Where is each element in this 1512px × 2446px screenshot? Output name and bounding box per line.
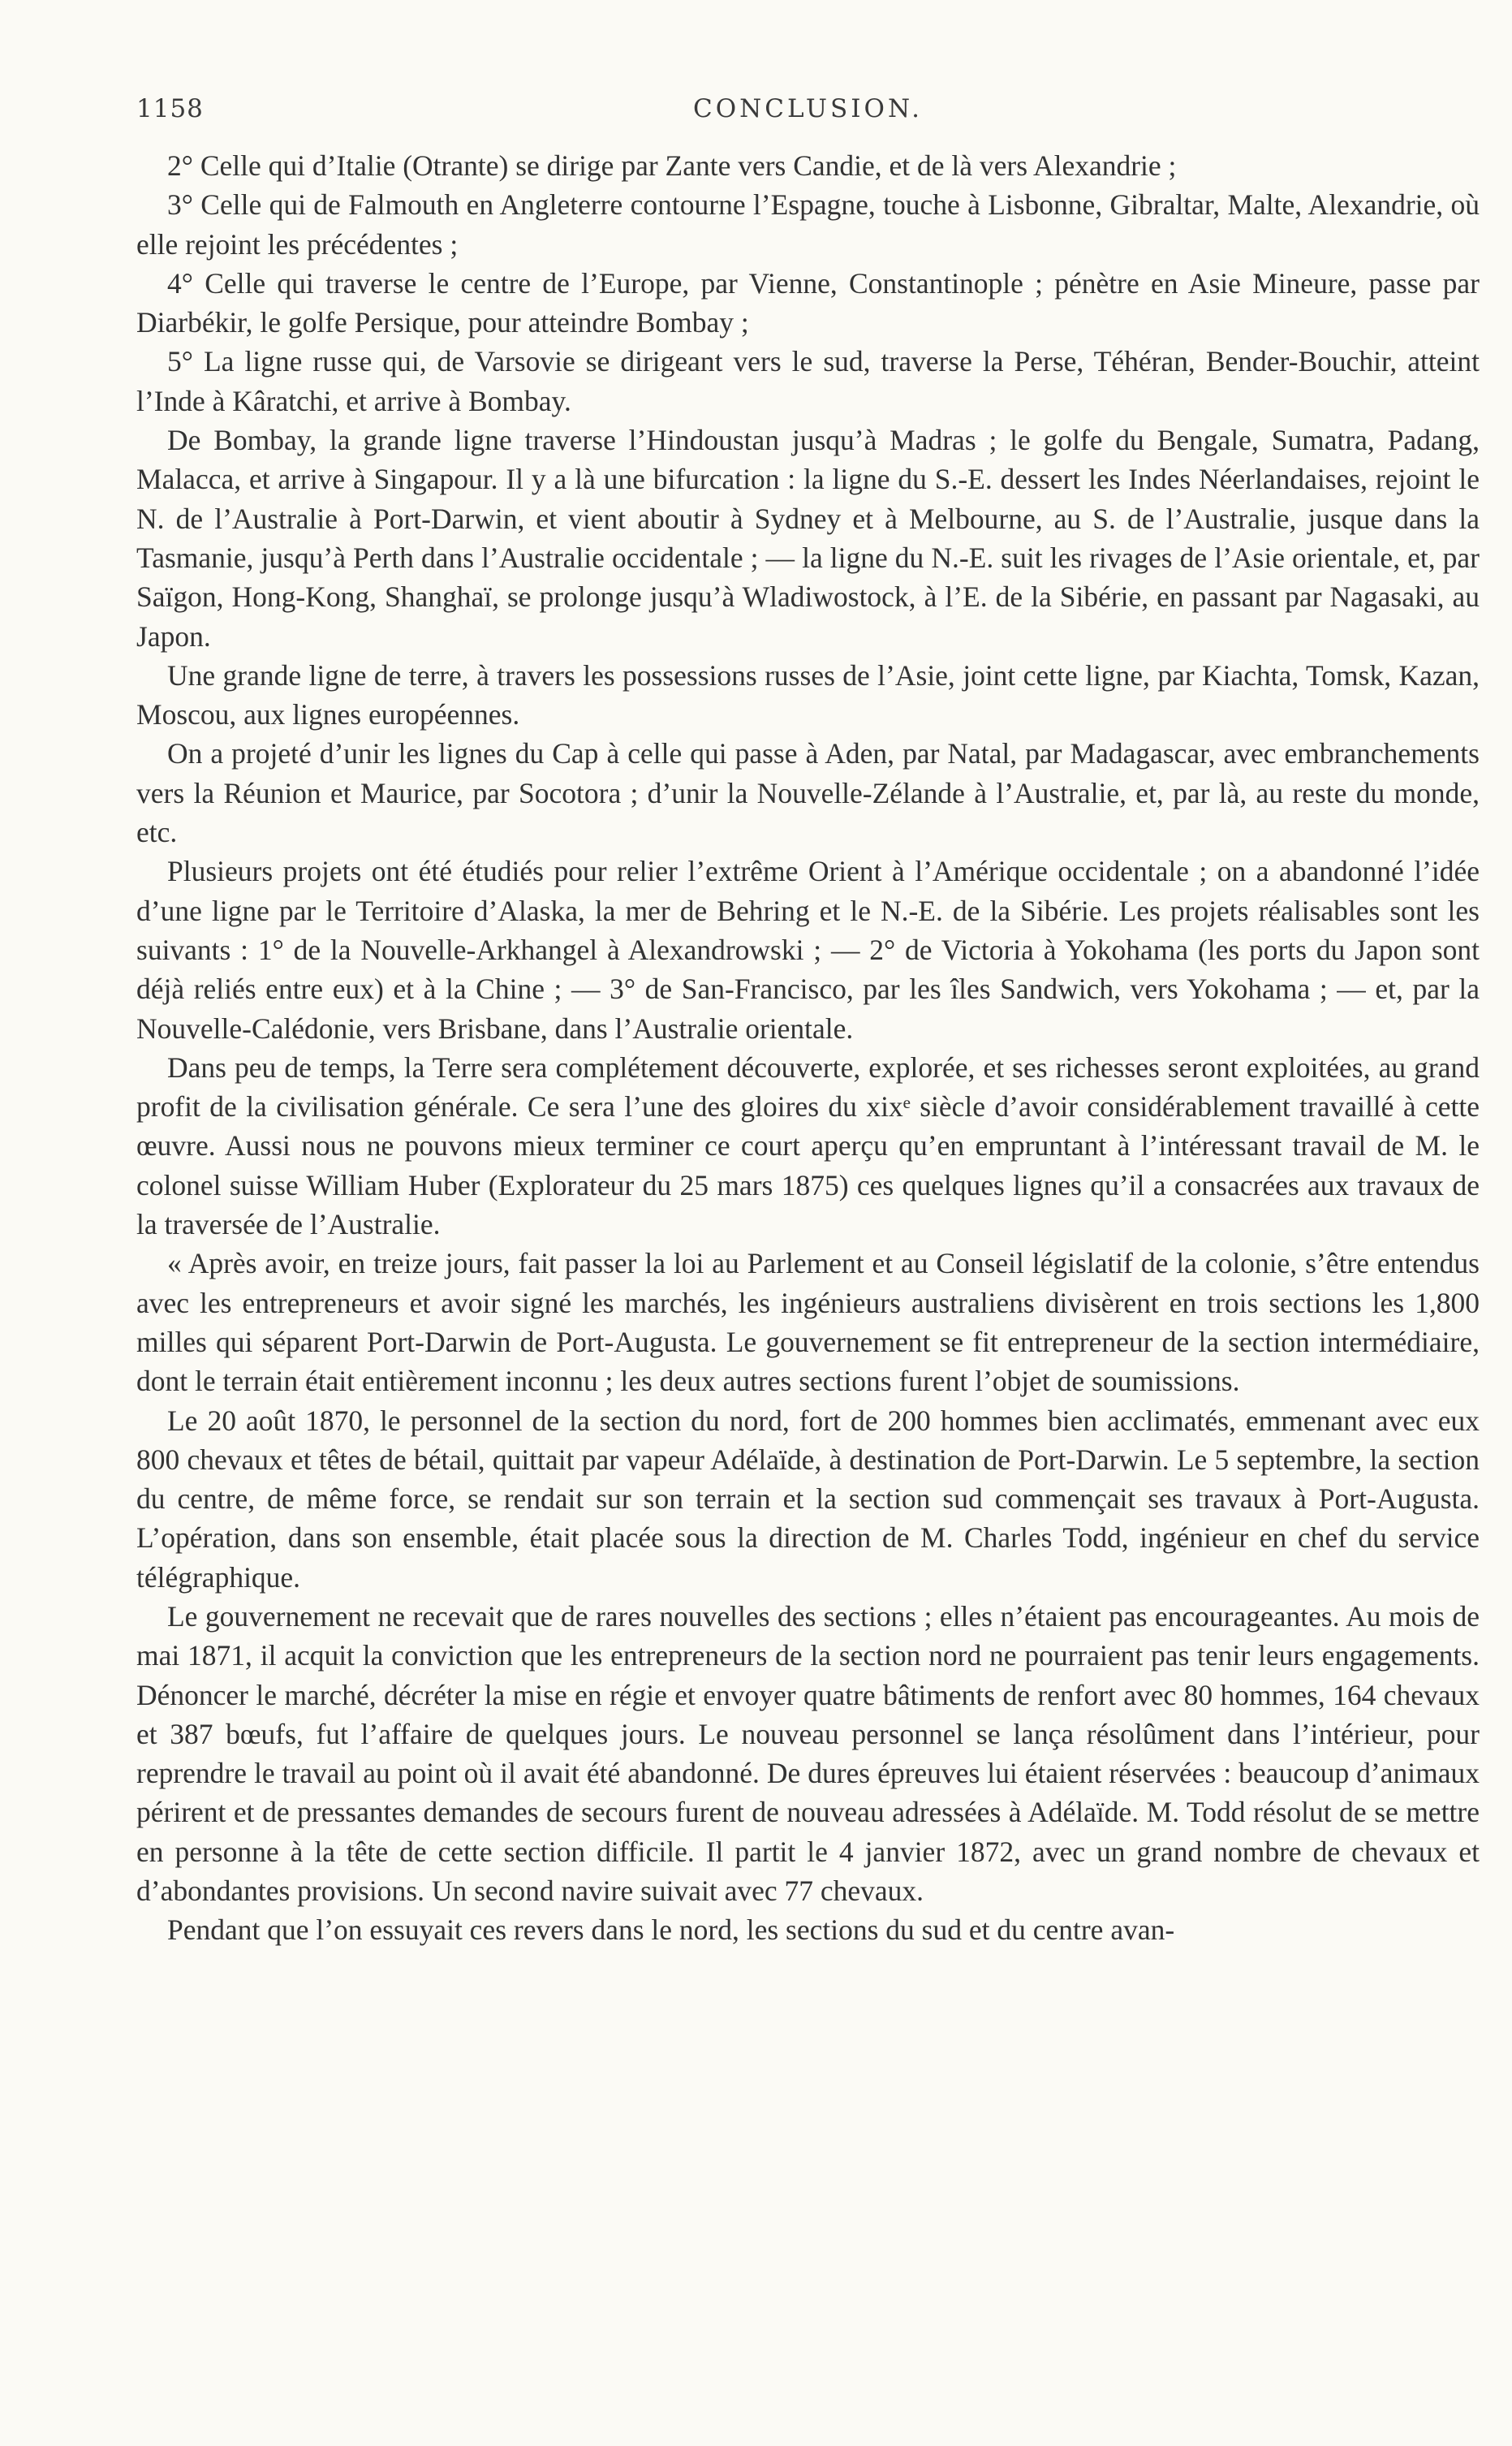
paragraph-quote-sections: « Après avoir, en treize jours, fait passer la loi au Parlement et au Conseil législatif de la colonie, s’être entendus avec les entrepreneurs et avoir signé les marchés, les ingénieurs australiens divisèrent en trois sections les 1,800 milles qui séparent Port-Darwin de Port-Augusta. Le gouvernement se fit entrepreneur de la section intermédiaire, dont le terrain était entièrement inconnu ; les deux autres sections furent l’objet de soumissions. (136, 1247, 1480, 1398)
paragraph-continuation: Pendant que l’on essuyait ces revers dans le nord, les sections du sud et du centre avan- (167, 1913, 1175, 1947)
paragraph-bombay-routes: De Bombay, la grande ligne traverse l’Hindoustan jusqu’à Madras ; le golfe du Bengale, Sumatra, Padang, Malacca, et arrive à Singapour. Il y a là une bifurcation : la ligne du S.-E. dessert les Indes Néerlandaises, rejoint le N. de l’Australie à Port-Darwin, et vient aboutir à Sydney et à Melbourne, au S. de l’Australie, jusque dans la Tasmanie, jusqu’à Perth dans l’Australie occidentale ; — la ligne du N.-E. suit les rivages de l’Asie orientale, et, par Saïgon, Hong-Kong, Shanghaï, se prolonge jusqu’à Wladiwostock, à l’E. de la Sibérie, en passant par Nagasaki, au Japon. (136, 424, 1480, 653)
paragraph-pacific-projects: Plusieurs projets ont été étudiés pour relier l’extrême Orient à l’Amérique occidentale ; on a abandonné l’idée d’une ligne par le Territoire d’Alaska, la mer de Behring et le N.-E. de la Sibérie. Les projets réalisables sont les suivants : 1° de la Nouvelle-Arkhangel à Alexandrowski ; — 2° de Victoria à Yokohama (les ports du Japon sont déjà reliés entre eux) et à la Chine ; — 3° de San-Francisco, par les îles Sandwich, vers Yokohama ; — et, par la Nouvelle-Calédonie, vers Brisbane, dans l’Australie orientale. (136, 855, 1480, 1045)
running-title: CONCLUSION. (693, 94, 923, 123)
paragraph-russian-line: 5° La ligne russe qui, de Varsovie se dirigeant vers le sud, traverse la Perse, Téhéran, Bender-Bouchir, atteint l’Inde à Kâratchi, et arrive à Bombay. (136, 345, 1480, 417)
paragraph-europe-line: 4° Celle qui traverse le centre de l’Europe, par Vienne, Constantinople ; pénètre en Asie Mineure, passe par Diarbékir, le golfe Persique, pour atteindre Bombay ; (136, 266, 1480, 339)
paragraph-falmouth-line: 3° Celle qui de Falmouth en Angleterre contourne l’Espagne, touche à Lisbonne, Gibraltar, Malte, Alexandrie, où elle rejoint les précédentes ; (136, 188, 1480, 261)
page-header (136, 94, 1480, 135)
paragraph-cape-projects: On a projeté d’unir les lignes du Cap à celle qui passe à Aden, par Natal, par Madagascar, avec embranchements vers la Réunion et Maurice, par Socotora ; d’unir la Nouvelle-Zélande à l’Australie, et, par là, au reste du monde, etc. (136, 737, 1480, 849)
body-text (136, 146, 1480, 1950)
paragraph-government-news: Le gouvernement ne recevait que de rares nouvelles des sections ; elles n’étaient pas encourageantes. Au mois de mai 1871, il acquit la conviction que les entrepreneurs de la section nord ne pourraient pas tenir leurs engagements. Dénoncer le marché, décréter la mise en régie et envoyer quatre bâtiments de renfort avec 80 hommes, 164 chevaux et 387 bœufs, fut l’affaire de quelques jours. Le nouveau personnel se lança résolûment dans l’intérieur, pour reprendre le travail au point où il avait été abandonné. De dures épreuves lui étaient réservées : beaucoup d’animaux périrent et de pressantes demandes de secours furent de nouveau adressées à Adélaïde. M. Todd résolut de se mettre en personne à la tête de cette section difficile. Il partit le 4 janvier 1872, avec un grand nombre de chevaux et d’abondantes provisions. Un second navire suivait avec 77 chevaux. (136, 1599, 1480, 1908)
paragraph-exploration-outlook: Dans peu de temps, la Terre sera complétement découverte, explorée, et ses richesses seront exploitées, au grand profit de la civilisation générale. Ce sera l’une des gloires du xixᵉ siècle d’avoir considérablement travaillé à cette œuvre. Aussi nous ne pouvons mieux terminer ce court aperçu qu’en empruntant à l’intéressant travail de M. le colonel suisse William Huber (Explorateur du 25 mars 1875) ces quelques lignes qu’il a consacrées aux travaux de la traversée de l’Australie. (136, 1050, 1480, 1241)
paragraph-august-1870: Le 20 août 1870, le personnel de la section du nord, fort de 200 hommes bien acclimatés, emmenant avec eux 800 chevaux et têtes de bétail, quittait par vapeur Adélaïde, à destination de Port-Darwin. Le 5 septembre, la section du centre, de même force, se rendait sur son terrain et la section sud commençait ses travaux à Port-Augusta. L’opération, dans son ensemble, était placée sous la direction de M. Charles Todd, ingénieur en chef du service télégraphique. (136, 1404, 1480, 1594)
paragraph-land-line: Une grande ligne de terre, à travers les possessions russes de l’Asie, joint cette ligne, par Kiachta, Tomsk, Kazan, Moscou, aux lignes européennes. (136, 658, 1480, 731)
page-number: 1158 (136, 94, 204, 123)
paragraph-italy-line: 2° Celle qui d’Italie (Otrante) se dirige par Zante vers Candie, et de là vers Alexandrie ; (167, 149, 1177, 182)
